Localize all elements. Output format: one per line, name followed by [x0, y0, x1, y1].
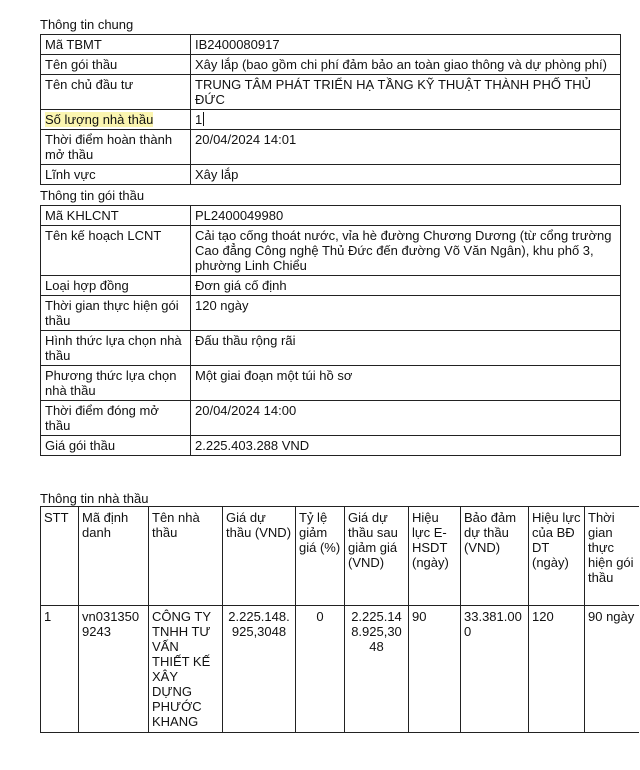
row-value: IB2400080917	[191, 35, 621, 55]
cell-guarantee: 33.381.000	[461, 606, 529, 733]
row-label: Thời gian thực hiện gói thầu	[41, 296, 191, 331]
table-row	[41, 165, 621, 185]
cell-guarantee-validity: 120	[529, 606, 585, 733]
cell-text: 1	[195, 112, 203, 127]
text-caret	[203, 112, 204, 126]
row-value: 120 ngày	[191, 296, 621, 331]
table-row	[41, 436, 621, 456]
row-value: Xây lắp (bao gồm chi phí đảm bảo an toàn giao thông và dự phòng phí)	[191, 55, 621, 75]
cell-bid-price: 2.225.148.925,3048	[223, 606, 296, 733]
cell-stt: 1	[41, 606, 79, 733]
row-value[interactable]	[191, 110, 621, 130]
table-row	[41, 35, 621, 55]
row-label: Mã TBMT	[41, 35, 191, 55]
cell-validity: 90	[409, 606, 461, 733]
table-row	[41, 296, 621, 331]
col-header-guarantee-validity: Hiệu lực của BĐ DT (ngày)	[529, 507, 585, 606]
row-label: Loại hợp đồng	[41, 276, 191, 296]
cell-duration: 90 ngày	[585, 606, 639, 733]
contractor-info-table	[40, 506, 639, 733]
row-value: Xây lắp	[191, 165, 621, 185]
row-value: 2.225.403.288 VND	[191, 436, 621, 456]
col-header-final-price: Giá dự thầu sau giảm giá (VND)	[345, 507, 409, 606]
table-row	[41, 110, 621, 130]
cell-final-price: 2.225.148.925,3048	[345, 606, 409, 733]
row-value: Đấu thầu rộng rãi	[191, 331, 621, 366]
header-row	[41, 507, 639, 606]
col-header-name: Tên nhà thầu	[149, 507, 223, 606]
table-row	[41, 331, 621, 366]
row-value: Đơn giá cố định	[191, 276, 621, 296]
row-value: TRUNG TÂM PHÁT TRIỂN HẠ TẦNG KỸ THUẬT THÀNH PHỐ THỦ ĐỨC	[191, 75, 621, 110]
cell-id: vn0313509243	[79, 606, 149, 733]
table-row	[41, 276, 621, 296]
table-row	[41, 366, 621, 401]
row-value: Một giai đoạn một túi hồ sơ	[191, 366, 621, 401]
table-row	[41, 606, 639, 733]
cell-name: CÔNG TY TNHH TƯ VẤN THIẾT KẾ XÂY DỰNG PHƯỚC KHANG	[149, 606, 223, 733]
col-header-discount: Tỷ lệ giảm giá (%)	[296, 507, 345, 606]
table-row	[41, 206, 621, 226]
table-row	[41, 401, 621, 436]
col-header-guarantee: Bảo đảm dự thầu (VND)	[461, 507, 529, 606]
general-info-table	[40, 34, 621, 185]
contractor-info-title: Thông tin nhà thầu	[40, 491, 149, 506]
row-label: Mã KHLCNT	[41, 206, 191, 226]
package-info-table	[40, 205, 621, 456]
highlighted-text: Số lượng nhà thầu	[45, 112, 154, 127]
col-header-stt: STT	[41, 507, 79, 606]
table-row	[41, 226, 621, 276]
table-row	[41, 55, 621, 75]
col-header-id: Mã định danh	[79, 507, 149, 606]
row-label: Thời điểm hoàn thành mở thầu	[41, 130, 191, 165]
row-label: Hình thức lựa chọn nhà thầu	[41, 331, 191, 366]
row-value: 20/04/2024 14:00	[191, 401, 621, 436]
row-label: Lĩnh vực	[41, 165, 191, 185]
table-row	[41, 130, 621, 165]
row-value: PL2400049980	[191, 206, 621, 226]
row-label: Tên gói thầu	[41, 55, 191, 75]
row-label: Tên chủ đầu tư	[41, 75, 191, 110]
package-info-title: Thông tin gói thầu	[40, 188, 145, 203]
row-label: Tên kế hoạch LCNT	[41, 226, 191, 276]
row-label-highlighted	[41, 110, 191, 130]
row-value: Cải tạo cống thoát nước, vỉa hè đường Chương Dương (từ cổng trường Cao đẳng Công nghệ Thủ Đức đến đường Võ Văn Ngân), khu phố 3, phường Linh Chiểu	[191, 226, 621, 276]
row-label: Thời điểm đóng mở thầu	[41, 401, 191, 436]
table-row	[41, 75, 621, 110]
row-label: Phương thức lựa chọn nhà thầu	[41, 366, 191, 401]
row-value: 20/04/2024 14:01	[191, 130, 621, 165]
general-info-title: Thông tin chung	[40, 17, 134, 32]
col-header-bid-price: Giá dự thầu (VND)	[223, 507, 296, 606]
col-header-validity: Hiệu lực E-HSDT (ngày)	[409, 507, 461, 606]
col-header-duration: Thời gian thực hiện gói thầu	[585, 507, 639, 606]
cell-discount: 0	[296, 606, 345, 733]
row-label: Giá gói thầu	[41, 436, 191, 456]
